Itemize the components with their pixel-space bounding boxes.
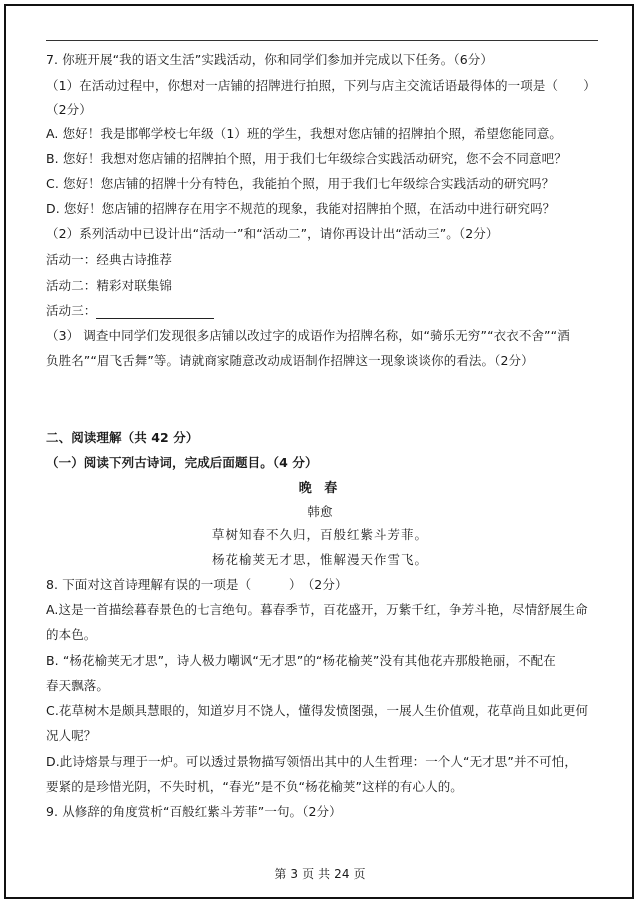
q8-option-d-line1: D.此诗熔景与理于一炉。可以透过景物描写领悟出其中的人生哲理：一个人“无才思”并不可怕， bbox=[46, 754, 577, 769]
q8-stem: 8. 下面对这首诗理解有误的一项是（ ） （2分） bbox=[46, 577, 348, 592]
q7-sub1-line2: （2分） bbox=[46, 102, 92, 117]
q7-sub3-line1: （3） 调查中同学们发现很多店铺以改过字的成语作为招牌名称，如“骑乐无穷”“衣衣不舍”“酒 bbox=[46, 328, 570, 343]
q8-option-c-line2: 况人呢？ bbox=[46, 728, 97, 743]
q7-option-b: B. 您好！我想对您店铺的招牌拍个照，用于我们七年级综合实践活动研究，您不会不同意吧？ bbox=[46, 151, 567, 166]
q9-stem: 9. 从修辞的角度赏析“百般红紫斗芳菲”一句。（2分） bbox=[46, 804, 342, 819]
q7-sub2: （2）系列活动中已设计出“活动一”和“活动二”，请你再设计出“活动三”。（2分） bbox=[46, 226, 499, 241]
q7-option-a: A. 您好！我是邯郸学校七年级（1）班的学生，我想对您店铺的招牌拍个照，希望您能同意。 bbox=[46, 126, 563, 141]
q7-activity1: 活动一：经典古诗推荐 bbox=[46, 252, 173, 267]
section2-part1-heading: （一）阅读下列古诗词，完成后面题目。（4 分） bbox=[46, 455, 318, 470]
q7-sub3-line2: 负胜名”“眉飞舌舞”等。请就商家随意改动成语制作招牌这一现象谈谈你的看法。（2分） bbox=[46, 353, 534, 368]
q7-option-c: C. 您好！您店铺的招牌十分有特色，我能拍个照，用于我们七年级综合实践活动的研究吗？ bbox=[46, 176, 555, 191]
q8-option-a-line1: A.这是一首描绘暮春景色的七言绝句。暮春季节，百花盛开，万紫千红，争芳斗艳，尽情舒展生命 bbox=[46, 602, 588, 617]
header-rule bbox=[46, 40, 598, 41]
q7-stem: 7. 你班开展“我的语文生活”实践活动，你和同学们参加并完成以下任务。（6分） bbox=[46, 52, 493, 67]
poem-title: 晚 春 bbox=[298, 481, 342, 496]
q8-option-b-line1: B. “杨花榆荚无才思”，诗人极力嘲讽“无才思”的“杨花榆荚”没有其他花卉那般艳丽，不配在 bbox=[46, 653, 556, 668]
page-number: 第 3 页 共 24 页 bbox=[274, 867, 366, 881]
answer-blank[interactable] bbox=[96, 306, 214, 319]
poem-author: 韩愈 bbox=[307, 504, 333, 519]
q7-activity2: 活动二：精彩对联集锦 bbox=[46, 278, 173, 293]
q8-option-d-line2: 要紧的是珍惜光阴，不失时机，“春光”是不负“杨花榆荚”这样的有心人的。 bbox=[46, 779, 463, 794]
q7-option-d: D. 您好！您店铺的招牌存在用字不规范的现象，我能对招牌拍个照，在活动中进行研究吗？ bbox=[46, 201, 556, 216]
q8-option-b-line2: 春天飘落。 bbox=[46, 678, 110, 693]
poem-line-1: 草树知春不久归，百般红紫斗芳菲。 bbox=[211, 527, 428, 542]
q7-activity3-label: 活动三： bbox=[46, 303, 97, 318]
q7-activity3 bbox=[46, 303, 214, 319]
section2-heading: 二、阅读理解（共 42 分） bbox=[46, 430, 199, 445]
poem-line-2: 杨花榆荚无才思，惟解漫天作雪飞。 bbox=[211, 552, 428, 567]
q8-option-c-line1: C.花草树木是颇具慧眼的，知道岁月不饶人，懂得发愤图强，一展人生价值观，花草尚且如此更何 bbox=[46, 703, 589, 718]
q7-sub1-line1: （1）在活动过程中，你想对一店铺的招牌进行拍照，下列与店主交流话语最得体的一项是（ ） bbox=[46, 78, 596, 93]
q8-option-a-line2: 的本色。 bbox=[46, 627, 97, 642]
